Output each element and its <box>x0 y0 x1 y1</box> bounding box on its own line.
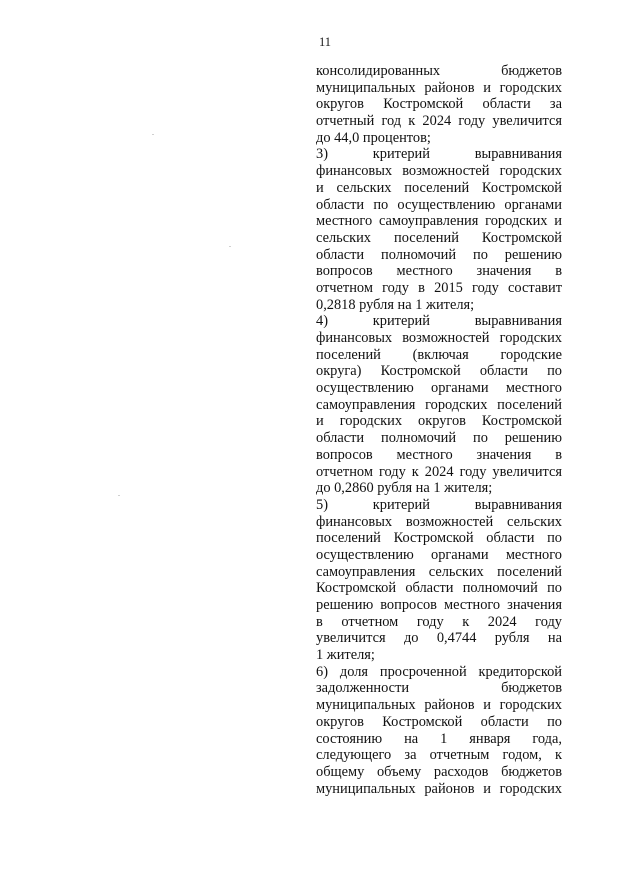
text-line: следующего за отчетным годом, к <box>316 747 562 764</box>
scan-speck <box>152 134 154 135</box>
text-line: сельских поселений Костромской <box>316 229 562 246</box>
text-line: консолидированных бюджетов <box>316 63 562 79</box>
text-line: и сельских поселений Костромской <box>316 179 562 196</box>
text-line: отчетном году в 2015 году составит <box>316 279 562 296</box>
text-line: местного самоуправления городских и <box>316 213 562 230</box>
document-body-text <box>316 63 562 797</box>
text-line: и городских округов Костромской <box>316 413 562 430</box>
text-line: 5) критерий выравнивания <box>316 496 562 513</box>
text-line: финансовых возможностей городских <box>316 330 562 346</box>
text-line: муниципальных районов и городских <box>316 780 562 797</box>
text-line: осуществлению органами местного <box>316 546 562 563</box>
text-line: области полномочий по решению <box>316 246 562 263</box>
text-line: вопросов местного значения в <box>316 446 562 463</box>
text-line: муниципальных районов и городских <box>316 697 562 714</box>
text-line: 1 жителя; <box>316 647 375 664</box>
text-line: 6) доля просроченной кредиторской <box>316 663 562 680</box>
text-line: 0,2818 рубля на 1 жителя; <box>316 296 475 313</box>
scan-speck <box>229 246 231 247</box>
text-line: отчетный год к 2024 году увеличится <box>316 113 562 130</box>
text-line: отчетном году к 2024 году увеличится <box>316 463 562 480</box>
text-line: до 44,0 процентов; <box>316 129 431 146</box>
text-line: вопросов местного значения в <box>316 263 562 280</box>
text-line: области полномочий по решению <box>316 430 562 447</box>
text-line: 4) критерий выравнивания <box>316 313 562 330</box>
text-line: общему объему расходов бюджетов <box>316 763 562 780</box>
text-line: области по осуществлению органами <box>316 196 562 213</box>
text-line: в отчетном году к 2024 году <box>316 613 562 630</box>
text-line: самоуправления сельских поселений <box>316 563 562 580</box>
text-line: финансовых возможностей городских <box>316 163 562 180</box>
text-line: увеличится до 0,4744 рубля на <box>316 630 562 647</box>
text-line: решению вопросов местного значения <box>316 597 562 613</box>
text-line: округа) Костромской области по <box>316 363 562 380</box>
text-line: округов Костромской области по <box>316 713 562 730</box>
text-line: округов Костромской области за <box>316 96 562 113</box>
scan-speck <box>118 495 120 496</box>
page-number: 11 <box>319 35 332 49</box>
text-line: поселений Костромской области по <box>316 530 562 547</box>
text-line: задолженности бюджетов <box>316 680 562 697</box>
text-line: до 0,2860 рубля на 1 жителя; <box>316 480 493 497</box>
text-line: состоянию на 1 января года, <box>316 730 562 747</box>
text-line: 3) критерий выравнивания <box>316 146 562 163</box>
text-line: муниципальных районов и городских <box>316 79 562 96</box>
text-line: самоуправления городских поселений <box>316 396 562 413</box>
text-line: Костромской области полномочий по <box>316 580 562 597</box>
text-line: финансовых возможностей сельских <box>316 513 562 530</box>
text-line: поселений (включая городские <box>316 346 562 363</box>
text-line: осуществлению органами местного <box>316 380 562 397</box>
